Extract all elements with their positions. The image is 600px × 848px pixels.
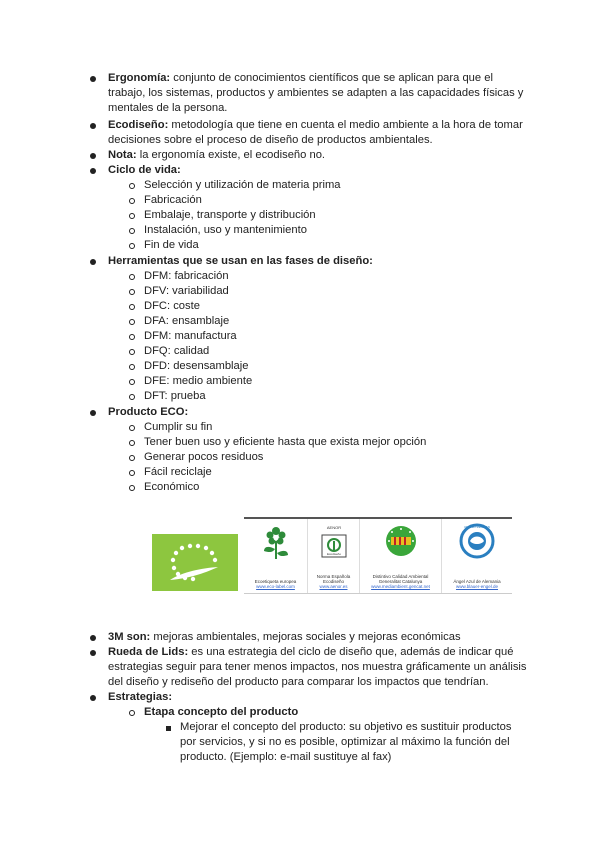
- nota-text: la ergonomía existe, el ecodiseño no.: [136, 149, 326, 161]
- ergonomia-line-2: trabajo, los sistemas, productos y ambientes se adapten a las capacidades físicas y: [108, 87, 524, 99]
- bullet-circle: [129, 183, 135, 189]
- bullet-circle: [129, 213, 135, 219]
- three-m-term: 3M son:: [108, 631, 151, 643]
- nota-term: Nota:: [108, 149, 137, 161]
- eco-labels-image: [152, 517, 512, 591]
- catalunya-quality-icon: [360, 519, 442, 569]
- eco-label-catalunya-caption: [362, 574, 439, 589]
- bullet-dot: [90, 168, 96, 174]
- herramientas-line: [108, 254, 373, 269]
- bullet-circle: [129, 425, 135, 431]
- producto-item: Cumplir su fin: [144, 421, 213, 433]
- bullet-dot: [90, 76, 96, 82]
- ecodiseno-line-2: decisiones sobre el proceso de diseño de productos ambientales.: [108, 134, 433, 146]
- eco-label-aenor: [308, 519, 360, 593]
- blue-angel-ring-text: UMWELTZEICHEN: [464, 525, 490, 529]
- bullet-square: [166, 726, 171, 731]
- bullet-circle: [129, 455, 135, 461]
- herramienta-item: DFC: coste: [144, 300, 200, 312]
- eco-label-link[interactable]: www.blauer-engel.de: [455, 584, 499, 589]
- etapa-text-2: por servicios, y si no es posible, optimizar al máximo la función del: [180, 736, 510, 748]
- etapa-text-3: producto. (Ejemplo: e-mail sustituye al fax): [180, 751, 392, 763]
- eco-label-eu-flower: [244, 519, 308, 593]
- aenor-mark: AENOR: [326, 525, 342, 530]
- three-m-line: [108, 630, 461, 645]
- bullet-circle: [129, 485, 135, 491]
- eco-label-link[interactable]: www.mediambient.gencat.net: [371, 584, 430, 589]
- ergonomia-line-3: mentales de la persona.: [108, 102, 228, 114]
- lids-line-3: del diseño y rediseño del producto para comparar los impactos que tendrían.: [108, 676, 489, 688]
- herramienta-item: DFQ: calidad: [144, 345, 210, 357]
- aenor-ecodesign-icon: [308, 519, 360, 569]
- producto-item: Económico: [144, 481, 200, 493]
- bullet-dot: [90, 695, 96, 701]
- bullet-circle: [129, 379, 135, 385]
- producto-item: Fácil reciclaje: [144, 466, 212, 478]
- ergonomia-text-1: conjunto de conocimientos científicos que se aplican para que el: [170, 72, 493, 84]
- bullet-circle: [129, 274, 135, 280]
- eco-label-blue-angel: [442, 519, 512, 593]
- estrategias-term: Estrategias:: [108, 691, 173, 703]
- eu-leaf-stars-icon: [152, 534, 238, 591]
- herramientas-term: Herramientas que se usan en las fases de diseño:: [108, 255, 373, 267]
- herramienta-item: DFM: fabricación: [144, 270, 229, 282]
- three-m-text: mejoras ambientales, mejoras sociales y mejoras económicas: [150, 631, 461, 643]
- bullet-circle: [129, 198, 135, 204]
- ecodiseno-text-1: metodología que tiene en cuenta el medio ambiente a la hora de tomar: [168, 119, 523, 131]
- herramienta-item: DFT: prueba: [144, 390, 206, 402]
- producto-term: Producto ECO:: [108, 406, 189, 418]
- ergonomia-term: Ergonomía:: [108, 72, 171, 84]
- aenor-sub: Ecodiseño: [326, 552, 342, 556]
- ecodiseno-line-1: [108, 118, 523, 133]
- ciclo-line: [108, 163, 181, 178]
- etapa-line: [144, 705, 298, 720]
- eco-label-link[interactable]: www.eco-label.com: [256, 584, 295, 589]
- bullet-circle: [129, 289, 135, 295]
- bullet-circle: [129, 710, 135, 716]
- bullet-circle: [129, 334, 135, 340]
- ciclo-item: Selección y utilización de materia prima: [144, 179, 341, 191]
- ciclo-item: Embalaje, transporte y distribución: [144, 209, 316, 221]
- bullet-circle: [129, 304, 135, 310]
- herramienta-item: DFM: manufactura: [144, 330, 237, 342]
- eco-label-name: Ecoetiqueta europea: [254, 579, 297, 584]
- herramienta-item: DFV: variabilidad: [144, 285, 229, 297]
- producto-line: [108, 405, 188, 420]
- lids-line-2: estrategias seguir para tener menos impactos, nos muestra gráficamente un análisis: [108, 661, 527, 673]
- eco-labels-strip: [244, 517, 512, 594]
- eco-label-blue-angel-caption: [444, 579, 510, 589]
- bullet-circle: [129, 228, 135, 234]
- herramienta-item: DFE: medio ambiente: [144, 375, 253, 387]
- etapa-text-1: Mejorar el concepto del producto: su objetivo es sustituir productos: [180, 721, 512, 733]
- lids-term: Rueda de Lids:: [108, 646, 189, 658]
- producto-item: Generar pocos residuos: [144, 451, 264, 463]
- bullet-dot: [90, 635, 96, 641]
- eco-label-catalunya: [360, 519, 442, 593]
- etapa-title: Etapa concepto del producto: [144, 706, 299, 718]
- ecodiseno-term: Ecodiseño:: [108, 119, 169, 131]
- ciclo-item: Fabricación: [144, 194, 202, 206]
- bullet-dot: [90, 153, 96, 159]
- lids-line-1: [108, 645, 513, 660]
- bullet-circle: [129, 440, 135, 446]
- bullet-circle: [129, 243, 135, 249]
- eco-label-name: Distintivo Calidad Ambiental Generalitat Catalunya: [372, 574, 429, 584]
- eco-label-name: Norma Española Ecodiseño: [316, 574, 351, 584]
- eco-label-name: Ángel Azul de Alemania: [453, 579, 501, 584]
- herramienta-item: DFA: ensamblaje: [144, 315, 230, 327]
- blue-angel-icon: [442, 519, 512, 569]
- eco-label-link[interactable]: www.aenor.es: [319, 584, 348, 589]
- herramienta-item: DFD: desensamblaje: [144, 360, 249, 372]
- eco-label-aenor-caption: [310, 574, 357, 589]
- bullet-dot: [90, 259, 96, 265]
- nota-line: [108, 148, 325, 163]
- estrategias-line: [108, 690, 172, 705]
- ciclo-item: Fin de vida: [144, 239, 199, 251]
- bullet-circle: [129, 364, 135, 370]
- bullet-circle: [129, 319, 135, 325]
- producto-item: Tener buen uso y eficiente hasta que exista mejor opción: [144, 436, 427, 448]
- eu-organic-logo: [152, 534, 238, 591]
- ciclo-item: Instalación, uso y mantenimiento: [144, 224, 307, 236]
- bullet-dot: [90, 123, 96, 129]
- eco-label-eu-caption: [246, 579, 305, 589]
- bullet-dot: [90, 650, 96, 656]
- ciclo-term: Ciclo de vida:: [108, 164, 181, 176]
- bullet-circle: [129, 470, 135, 476]
- ergonomia-line-1: [108, 71, 493, 86]
- lids-text-1: es una estrategia del ciclo de diseño que, además de indicar qué: [188, 646, 514, 658]
- bullet-circle: [129, 394, 135, 400]
- bullet-dot: [90, 410, 96, 416]
- eu-flower-icon: [244, 519, 308, 569]
- bullet-circle: [129, 349, 135, 355]
